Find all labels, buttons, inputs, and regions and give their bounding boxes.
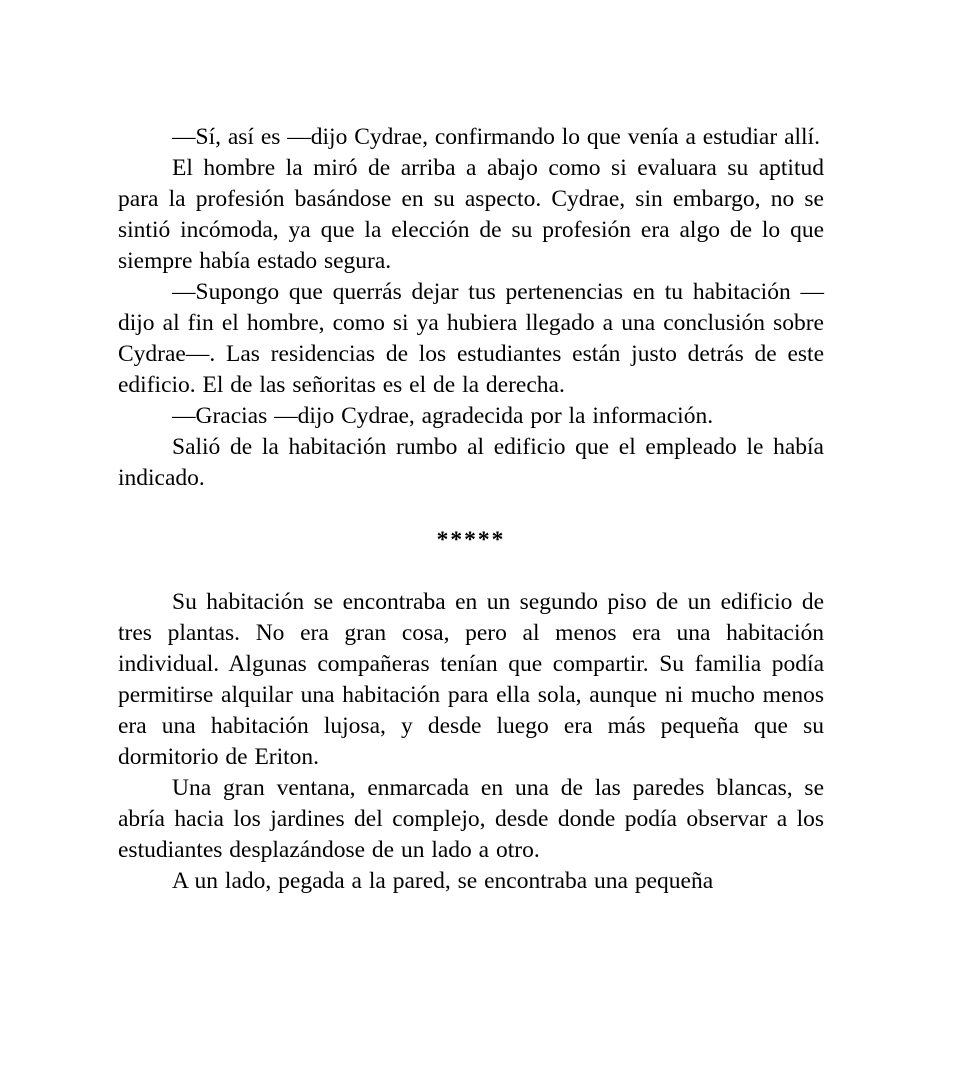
scene-break-separator: ***** <box>436 527 506 553</box>
paragraph-dialogue-2: —Supongo que querrás dejar tus pertenencias en tu habitación —dijo al fin el hombre, como si ya hubiera llegado a una conclusión sobre Cydrae—. Las residencias de los estudiantes están justo detrás de este edificio. El de las señoritas es el de la derecha. <box>118 279 824 398</box>
paragraph-narration-2: Salió de la habitación rumbo al edificio que el empleado le había indicado. <box>118 434 824 491</box>
paragraph-narration-1: El hombre la miró de arriba a abajo como si evaluara su aptitud para la profesión basándose en su aspecto. Cydrae, sin embargo, no se sintió incómoda, ya que la elección de su profesión era algo de lo que siempre había estado segura. <box>118 155 824 274</box>
paragraph-dialogue-3: —Gracias —dijo Cydrae, agradecida por la información. <box>172 403 714 429</box>
paragraph-narration-3: Su habitación se encontraba en un segundo piso de un edificio de tres plantas. No era gran cosa, pero al menos era una habitación individual. Algunas compañeras tenían que compartir. Su familia podía permitirse alquilar una habitación para ella sola, aunque ni mucho menos era una habitación lujosa, y desde luego era más pequeña que su dormitorio de Eriton. <box>118 589 824 770</box>
paragraph-narration-4: Una gran ventana, enmarcada en una de las paredes blancas, se abría hacia los jardines del complejo, desde donde podía observar a los estudiantes desplazándose de un lado a otro. <box>118 775 824 863</box>
paragraph-narration-5: A un lado, pegada a la pared, se encontraba una pequeña <box>172 868 714 894</box>
paragraph-dialogue-1: —Sí, así es —dijo Cydrae, confirmando lo que venía a estudiar allí. <box>172 124 820 150</box>
